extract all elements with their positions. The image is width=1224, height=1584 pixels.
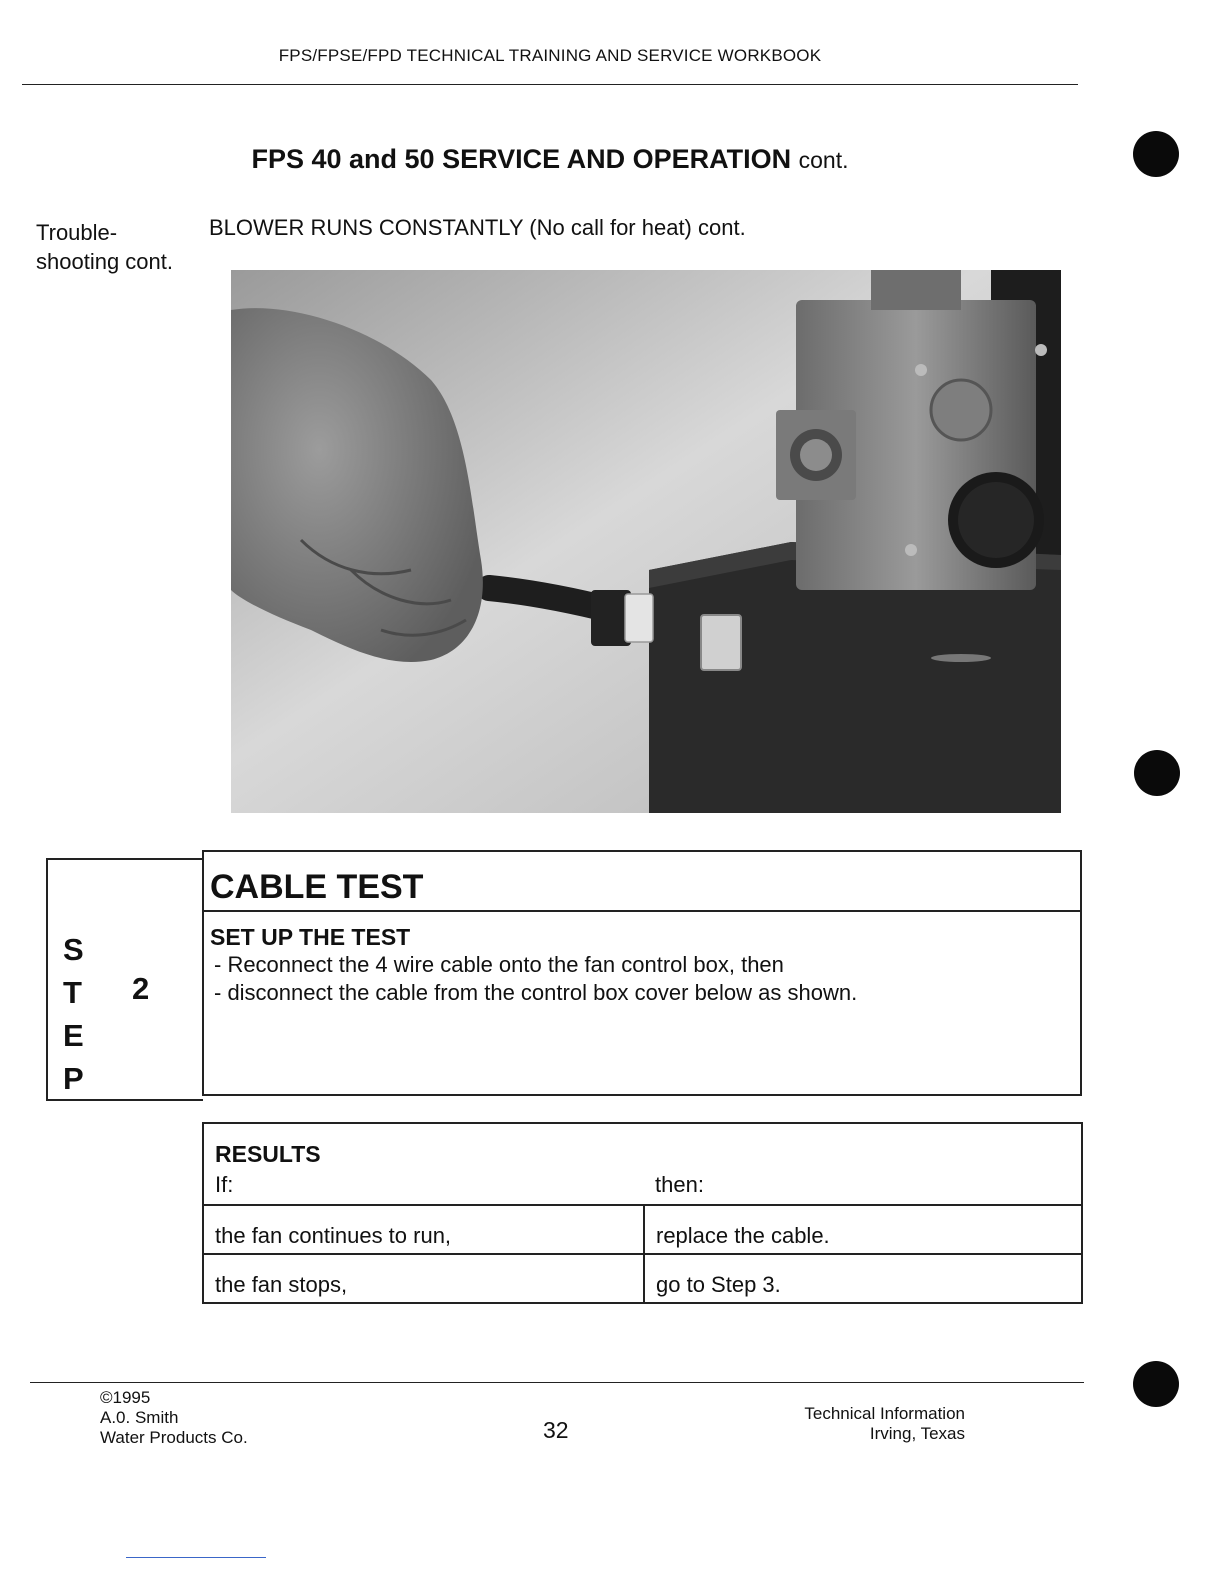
table-row [203, 1254, 1082, 1303]
footer-divider [30, 1382, 1084, 1383]
results-table [202, 1122, 1083, 1304]
result-condition: the fan stops, [203, 1254, 644, 1303]
if-label: If: [215, 1172, 234, 1197]
test-title: CABLE TEST [204, 852, 1080, 912]
result-action: replace the cable. [644, 1205, 1082, 1254]
setup-heading: SET UP THE TEST [210, 924, 411, 950]
side-label [36, 218, 173, 276]
footer-info-line2: Irving, Texas [869, 1424, 965, 1443]
page-title-main: FPS 40 and 50 SERVICE AND OPERATION [251, 144, 792, 174]
page-title [200, 144, 900, 175]
footer-info-line1: Technical Information [804, 1404, 965, 1423]
binder-hole-middle [1134, 750, 1180, 796]
table-row [203, 1205, 1082, 1254]
result-condition: the fan continues to run, [203, 1205, 644, 1254]
company-division: Water Products Co. [100, 1428, 248, 1447]
running-header: FPS/FPSE/FPD TECHNICAL TRAINING AND SERVICE WORKBOOK [278, 46, 822, 65]
step-letter: E [63, 1018, 84, 1053]
cable-disconnect-photo [231, 270, 1061, 813]
step-letter: T [63, 975, 82, 1010]
page-title-suffix: cont. [798, 147, 849, 173]
footer-info [804, 1404, 965, 1444]
step-number: 2 [132, 971, 150, 1006]
company-name: A.0. Smith [100, 1408, 179, 1427]
results-then-header [644, 1123, 1082, 1205]
cable-test-box [202, 850, 1082, 1096]
then-label: then: [655, 1172, 704, 1197]
header-divider [22, 84, 1078, 85]
step-label [63, 928, 84, 1100]
copyright: ©1995 [100, 1388, 151, 1407]
binder-hole-bottom [1133, 1361, 1179, 1407]
footer-company [100, 1388, 248, 1448]
step-letter: P [63, 1061, 84, 1096]
results-header-row [203, 1123, 1082, 1205]
results-if-header [203, 1123, 644, 1205]
results-heading: RESULTS [215, 1141, 321, 1167]
step-letter: S [63, 932, 84, 967]
setup-instruction: - disconnect the cable from the control box cover below as shown. [214, 980, 858, 1005]
side-label-line1: Trouble- [36, 220, 118, 245]
binder-hole-top [1133, 131, 1179, 177]
setup-instruction: - Reconnect the 4 wire cable onto the fan control box, then [214, 952, 784, 977]
bottom-scan-mark [126, 1557, 266, 1558]
side-label-line2: shooting cont. [36, 249, 173, 274]
test-body [204, 912, 1080, 1007]
result-action: go to Step 3. [644, 1254, 1082, 1303]
page-number: 32 [543, 1417, 569, 1443]
section-title: BLOWER RUNS CONSTANTLY (No call for heat) cont. [209, 215, 746, 240]
